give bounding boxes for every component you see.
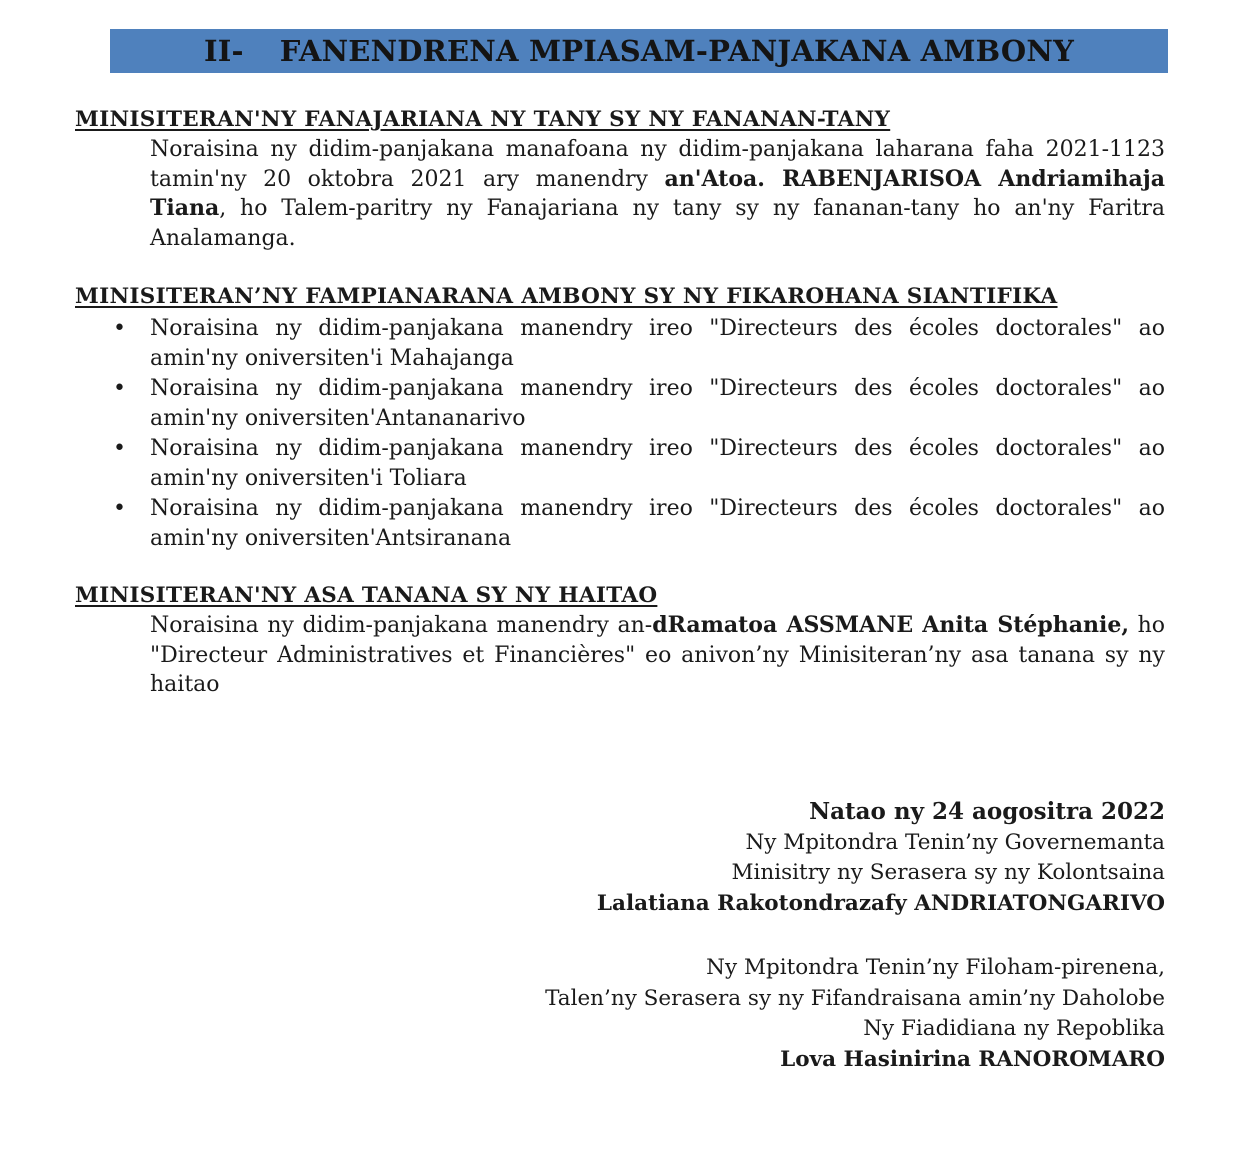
signatory-title: Talen’ny Serasera sy ny Fifandraisana amin’ny Daholobe xyxy=(545,985,1165,1011)
list-item-text: Noraisina ny didim-panjakana manendry ireo "Directeurs des écoles doctorales" ao amin'ny oniversiten'i Toliara xyxy=(150,436,1165,491)
paragraph-text: ho "Directeur Administratives et Financières" eo anivon’ny Minisiteran’ny asa tanana sy ny haitao xyxy=(150,613,1165,697)
signatory-title: Ny Fiadidiana ny Repoblika xyxy=(863,1016,1165,1041)
signatory-title: Ny Mpitondra Tenin’ny Filoham-pirenena, xyxy=(706,955,1165,980)
signatory-name: Lalatiana Rakotondrazafy ANDRIATONGARIVO xyxy=(596,890,1165,916)
signatory-title: Minisitry ny Serasera sy ny Kolontsaina xyxy=(731,860,1165,885)
ministry-land-paragraph xyxy=(150,135,1165,253)
ministry-heading-higher-education: MINISITERAN’NY FAMPIANARANA AMBONY SY NY FIKAROHANA SIANTIFIKA xyxy=(75,284,1058,309)
paragraph-text: Noraisina ny didim-panjakana manendry an- xyxy=(150,613,653,638)
section-banner xyxy=(110,29,1168,73)
paragraph-text: , ho Talem-paritry ny Fanajariana ny tany sy ny fananan-tany ho an'ny Faritra Analamanga. xyxy=(150,196,1165,251)
bullet-icon: • xyxy=(113,376,126,401)
bullet-icon: • xyxy=(113,316,126,341)
list-item xyxy=(113,374,1165,433)
signature-block-presidency xyxy=(545,953,1165,1075)
bullet-icon: • xyxy=(113,436,126,461)
section-title: FANENDRENA MPIASAM-PANJAKANA AMBONY xyxy=(279,34,1074,68)
ministry-crafts-paragraph xyxy=(150,611,1165,700)
section-number: II- xyxy=(204,34,244,68)
list-item-text: Noraisina ny didim-panjakana manendry ireo "Directeurs des écoles doctorales" ao amin'ny oniversiten'Antsiranana xyxy=(150,496,1165,551)
list-item-text: Noraisina ny didim-panjakana manendry ireo "Directeurs des écoles doctorales" ao amin'ny oniversiten'i Mahajanga xyxy=(150,316,1165,371)
signatory-name: Lova Hasinirina RANOROMARO xyxy=(780,1046,1165,1072)
list-item-text: Noraisina ny didim-panjakana manendry ireo "Directeurs des écoles doctorales" ao amin'ny oniversiten'Antananarivo xyxy=(150,376,1165,431)
decree-list xyxy=(113,314,1165,554)
ministry-heading-land: MINISITERAN'NY FANAJARIANA NY TANY SY NY FANANAN-TANY xyxy=(75,107,891,132)
signature-date: Natao ny 24 aogositra 2022 xyxy=(809,798,1165,825)
ministry-heading-crafts: MINISITERAN'NY ASA TANANA SY NY HAITAO xyxy=(75,583,658,608)
bullet-icon: • xyxy=(113,496,126,521)
list-item xyxy=(113,494,1165,553)
list-item xyxy=(113,434,1165,493)
appointee-name: an'Atoa. RABENJARISOA Andriamihaja Tiana xyxy=(150,165,1165,221)
list-item xyxy=(113,314,1165,373)
appointee-name: dRamatoa ASSMANE Anita Stéphanie, xyxy=(652,612,1130,638)
signatory-title: Ny Mpitondra Tenin’ny Governemanta xyxy=(745,829,1165,855)
paragraph-text: Noraisina ny didim-panjakana manafoana ny didim-panjakana laharana faha 2021-1123 tamin'ny 20 oktobra 2021 ary manendry xyxy=(150,137,1165,192)
signature-block-government xyxy=(597,797,1165,919)
